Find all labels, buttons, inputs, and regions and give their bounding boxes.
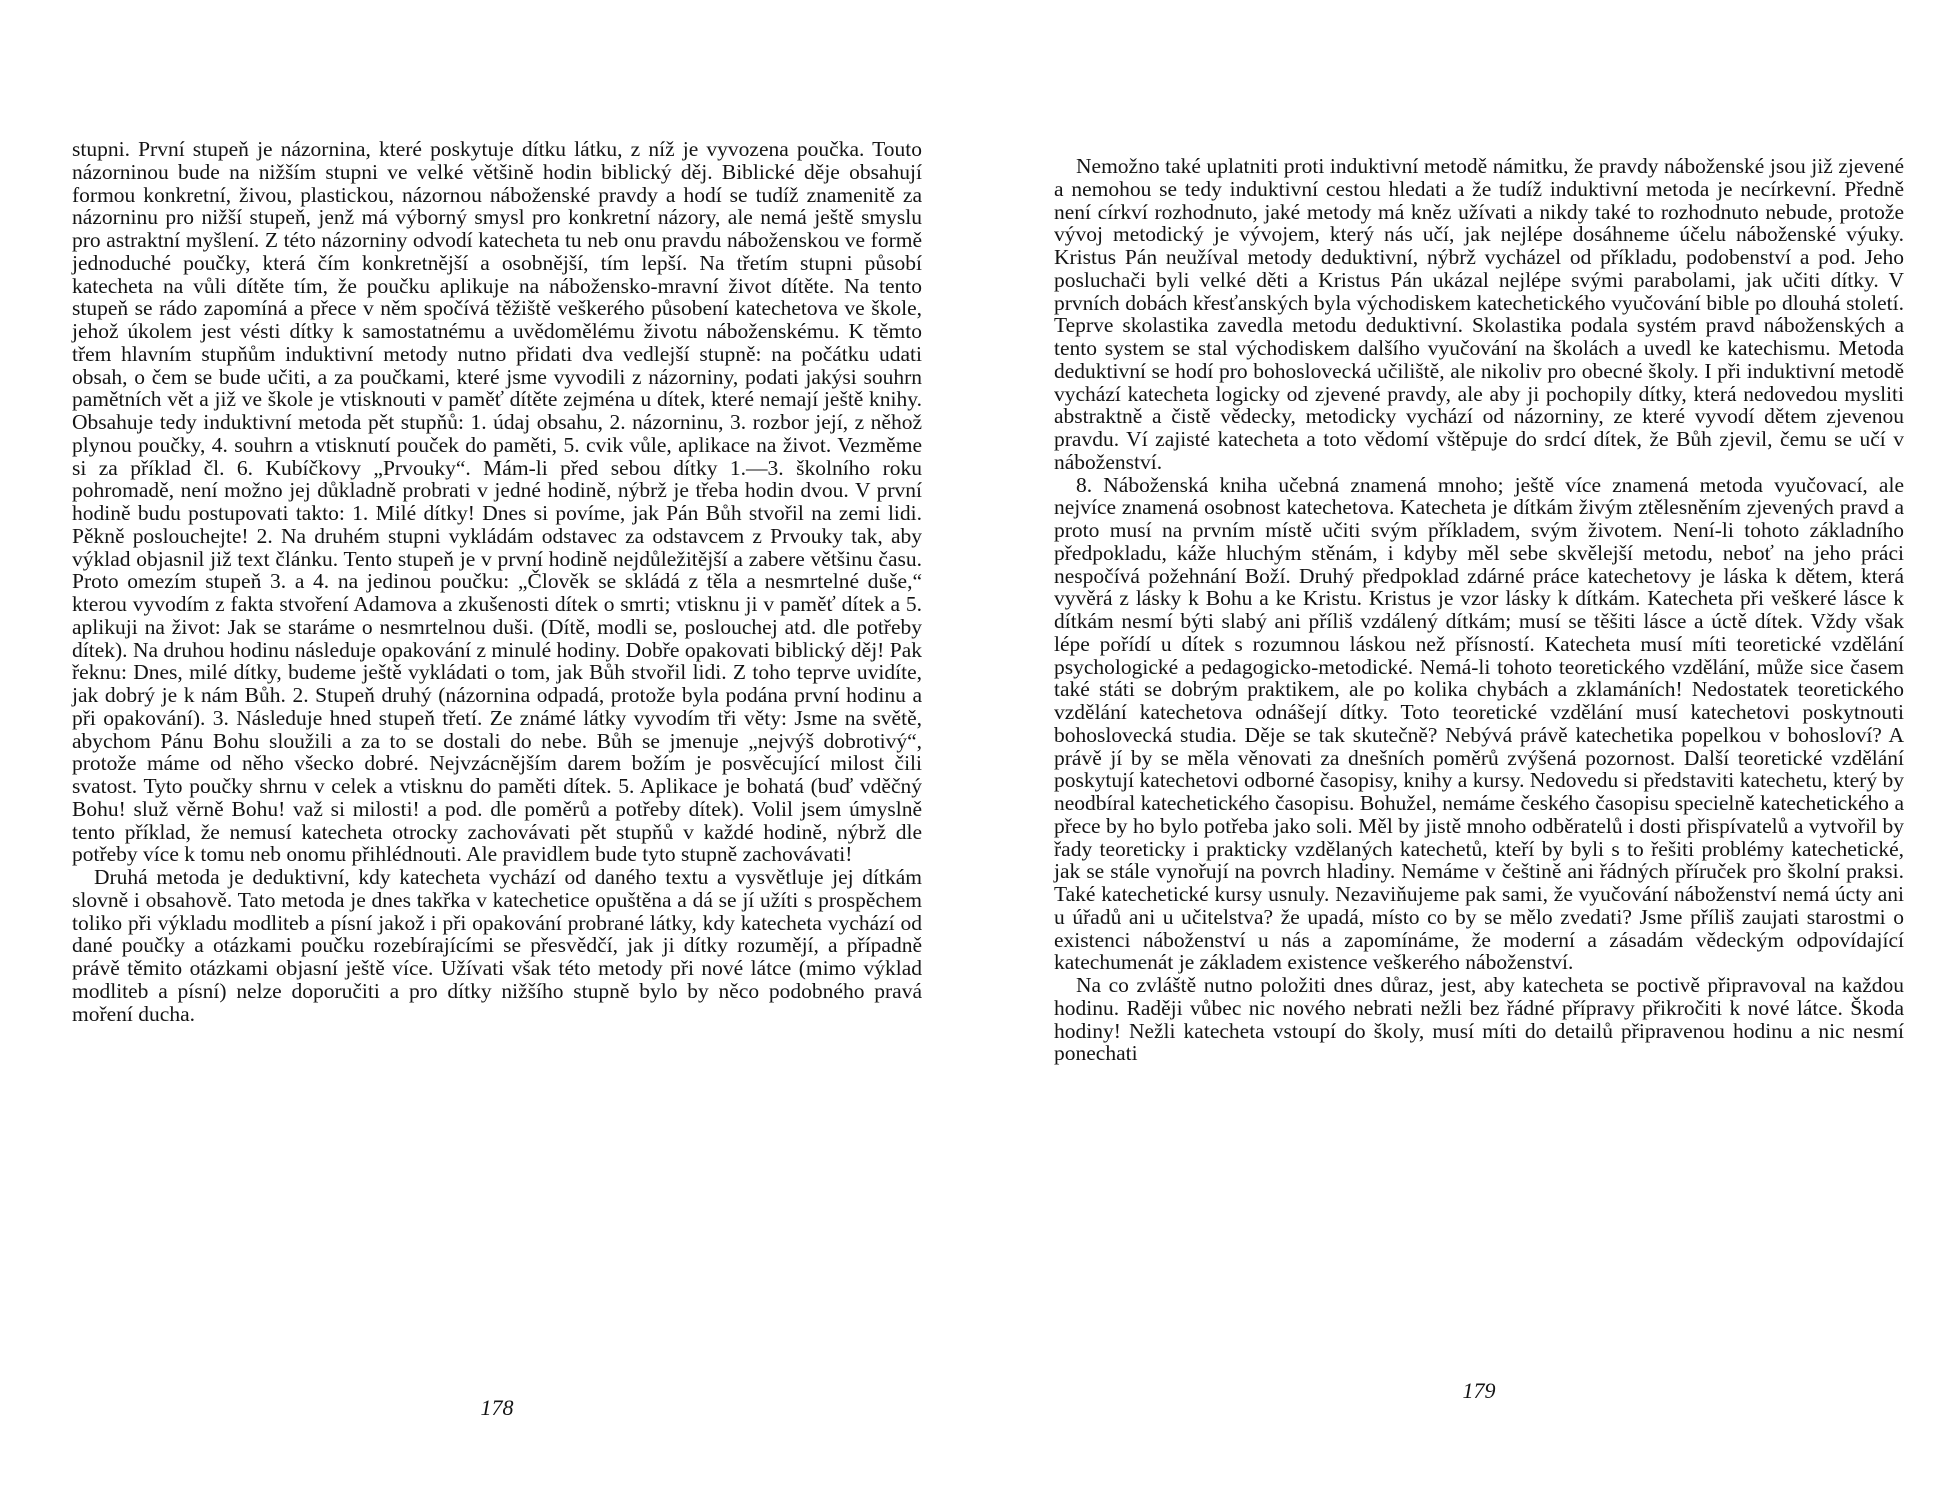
right-paragraph-1: Nemožno také uplatniti proti induktivní metodě námitku, že pravdy náboženské jsou již zjevené a nemohou se tedy induktivní cestou hledati a že tudíž induktivní metoda je necírkevní. Předně není církví rozhodnuto, jaké metody má kněz užívati a nikdy také to rozhodnuto nebude, protože vývoj metodický je vývojem, který nás učí, jak nejlépe dosáhneme účelu náboženské výuky. Kristus Pán neužíval metody deduktivní, nýbrž vycházel od příkladu, podobenství a pod. Jeho posluchači byli velké děti a Kristus Pán ukázal nejlépe svými parabolami, jak učiti dítky. V prvních dobách křesťanských byla východiskem katechetického vyučování bible po dlouhá století. Teprve skolastika zavedla metodu deduktivní. Skolastika podala systém pravd náboženských a tento system se stal východiskem dalšího vyučování na školách a uvedl ke katechismu. Metoda deduktivní se hodí pro bohoslovecká učiliště, ale nikoliv pro obecné školy. I při induktivní metodě vychází katecheta logicky od zjevené pravdy, ale aby ji pochopily dítky, která nedovedou mysliti abstraktně a čistě vědecky, metodicky vychází od názorniny, ze které vyvodí dětem zjevenou pravdu. Ví zajisté katecheta a toto vědomí vštěpuje do srdcí dítek, že Bůh zjevil, čemu se učí v náboženství. (1054, 154, 1904, 474)
right-page-text (1054, 155, 1904, 1065)
page-number-right: 179 (1462, 1378, 1496, 1403)
left-paragraph-1: stupni. První stupeň je názornina, které poskytuje dítku látku, z níž je vyvozena poučka. Touto názorninou bude na nižším stupni ve velké většině hodin biblický děj. Biblické děje obsahují formou konkretní, živou, plastickou, názornou náboženské pravdy a hodí se tudíž znamenitě za názorninu pro nižší stupeň, jenž má výborný smysl pro konkretní názory, ale nemá ještě smyslu pro astraktní myšlení. Z této názorniny odvodí katecheta tu neb onu pravdu náboženskou ve formě jednoduché poučky, která čím konkretnější a osobnější, tím lepší. Na třetím stupni působí katecheta na vůli dítěte tím, že poučku aplikuje na nábožensko-mravní život dítěte. Na tento stupeň se rádo zapomíná a přece v něm spočívá těžiště veškerého působení katechetova ve škole, jehož úkolem jest vésti dítky k samostatnému a uvědomělému životu náboženskému. K těmto třem hlavním stupňům induktivní metody nutno přidati dva vedlejší stupně: na počátku udati obsah, o čem se bude učiti, a za poučkami, které jsme vyvodili z názorniny, podati jakýsi souhrn pamětních vět a již ve škole je vtisknouti v paměť dítěte zejména u dítek, které nemají ještě knihy. Obsahuje tedy induktivní metoda pět stupňů: 1. údaj obsahu, 2. názorninu, 3. rozbor její, z něhož plynou poučky, 4. souhrn a vtisknutí pouček do paměti, 5. cvik vůle, aplikace na život. Vezměme si za příklad čl. 6. Kubíčkovy „Prvouky“. Mám-li před sebou dítky 1.—3. školního roku pohromadě, není možno jej důkladně probrati v jedné hodině, nýbrž je třeba hodin dvou. V první hodině budu postupovati takto: 1. Milé dítky! Dnes si povíme, jak Pán Bůh stvořil na zemi lidi. Pěkně poslouchejte! 2. Na druhém stupni vykládám odstavec za odstavcem z Prvouky tak, aby výklad objasnil již text článku. Tento stupeň je v první hodině nejdůležitější a zabere většinu času. Proto omezím stupeň 3. a 4. na jedinou poučku: „Člověk se skládá z těla a nesmrtelné duše,“ kterou vyvodím z fakta stvoření Adamova a zkušenosti dítek o smrti; vtisknu ji v paměť dítek a 5. aplikuji na život: Jak se staráme o nesmrtelnou duši. (Dítě, modli se, poslouchej atd. dle potřeby dítek). Na druhou hodinu následuje opakování z minulé hodiny. Dobře opakovati biblický děj! Pak řeknu: Dnes, milé dítky, budeme ještě vykládati o tom, jak Bůh stvořil lidi. Z toho teprve uvidíte, jak dobrý je k nám Bůh. 2. Stupeň druhý (názornina odpadá, protože byla podána první hodinu a při opakování). 3. Následuje hned stupeň třetí. Ze známé látky vyvodím tři věty: Jsme na světě, abychom Pánu Bohu sloužili a za to se dostali do nebe. Bůh se jmenuje „nejvýš dobrotivý“, protože máme od něho všecko dobré. Nejvzácnějším darem božím je posvěcující milost čili svatost. Tyto poučky shrnu v celek a vtisknu do paměti dítek. 5. Aplikace je bohatá (buď vděčný Bohu! služ věrně Bohu! važ si milosti! a pod. dle poměrů a potřeby dítek). Volil jsem úmyslně tento příklad, že nemusí katecheta otrocky zachovávati pět stupňů v každé hodině, nýbrž dle potřeby více k tomu neb onomu přihlédnouti. Ale pravidlem bude tyto stupně zachovávati! (72, 137, 922, 867)
left-page (72, 0, 922, 1500)
page-number-left: 178 (480, 1395, 514, 1420)
left-paragraph-2: Druhá metoda je deduktivní, kdy katecheta vychází od daného textu a vysvětluje jej dítkám slovně i obsahově. Tato metoda je dnes takřka v katechetice opuštěna a dá se jí užíti s prospěchem toliko při výkladu modliteb a písní jakož i při opakování probrané látky, kdy katecheta vychází od dané poučky a otázkami poučku rozebírajícími se přesvědčí, jak ji dítky rozumějí, a případně právě těmito otázkami objasní ještě více. Užívati však této metody při nové látce (mimo výklad modliteb a písní) nelze doporučiti a pro dítky nižšího stupně bylo by něco podobného pravá moření ducha. (72, 865, 922, 1026)
left-page-text (72, 138, 922, 1025)
right-paragraph-3: Na co zvláště nutno položiti dnes důraz, jest, aby katecheta se poctivě připravoval na každou hodinu. Raději vůbec nic nového nebrati nežli bez řádné přípravy přikročiti k nové látce. Škoda hodiny! Nežli katecheta vstoupí do školy, musí míti do detailů připravenou hodinu a nic nesmí ponechati (1054, 973, 1904, 1066)
right-page (1054, 0, 1904, 1500)
right-paragraph-2: 8. Náboženská kniha učebná znamená mnoho; ještě více znamená metoda vyučovací, ale nejvíce znamená osobnost katechetova. Katecheta je dítkám živým ztělesněním zjevených pravd a proto musí na prvním místě učiti svým příkladem, svým životem. Není-li tohoto základního předpokladu, káže hluchým stěnám, i kdyby měl sebe skvělejší metodu, neboť na jeho práci nespočívá požehnání Boží. Druhý předpoklad zdárné práce katechetovy je láska k dětem, která vyvěrá z lásky k Bohu a ke Kristu. Kristus je vzor lásky k dítkám. Katecheta při veškeré lásce k dítkám nesmí býti slabý ani příliš vzdálený dítkám; musí se těšiti lásce a úctě dítek. Vždy však lépe pořídí u dítek s rozumnou láskou než přísností. Katecheta musí míti teoretické vzdělání psychologické a pedagogicko-metodické. Nemá-li tohoto teoretického vzdělání, může sice časem také státi se dobrým praktikem, ale po kolika chybách a zklamáních! Nedostatek teoretického vzdělání katechetova odnášejí dítky. Toto teoretické vzdělání musí katechetovi poskytnouti bohoslovecká studia. Děje se tak skutečně? Nebývá právě katechetika popelkou v bohosloví? A právě jí by se měla věnovati za dnešních poměrů zvýšená pozornost. Další teoretické vzdělání poskytují katechetovi odborné časopisy, knihy a kursy. Nedovedu si představiti katechetu, který by neodbíral katechetického časopisu. Bohužel, nemáme českého časopisu specielně katechetického a přece by ho bylo potřeba jako soli. Měl by jistě mnoho odběratelů i dosti přispívatelů a vytvořil by řady teoreticky i prakticky vzdělaných katechetů, kteří by byli s to řešiti problémy katechetické, jak se stále vynořují na povrch hladiny. Nemáme v češtině ani řádných příruček pro školní praksi. Také katechetické kursy usnuly. Nezaviňujeme pak sami, že vyučování náboženství nemá úcty ani u úřadů ani u učitelstva? že upadá, místo co by se mělo zvedati? Jsme příliš zaujati starostmi o existenci náboženství u nás a zapomínáme, že moderní a zásadám vědeckým odpovídající katechumenát je základem existence veškerého náboženství. (1054, 472, 1904, 975)
